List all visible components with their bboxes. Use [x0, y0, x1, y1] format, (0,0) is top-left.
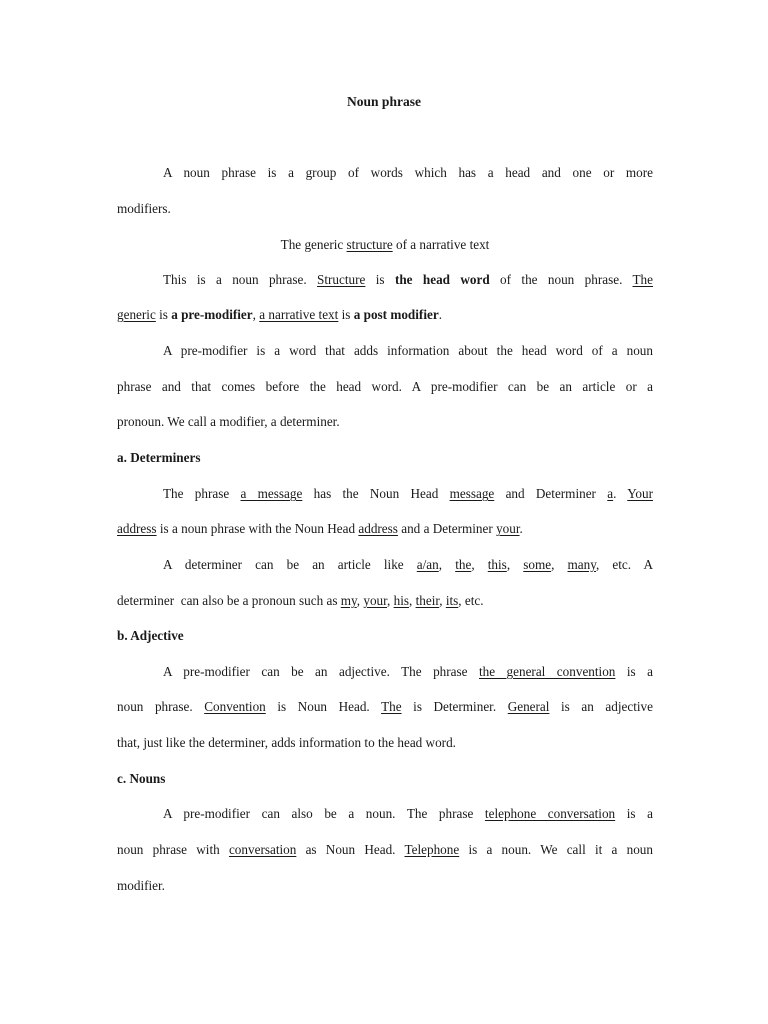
text: is an adjective	[549, 699, 653, 714]
text: and Determiner	[494, 486, 608, 501]
underlined-word: your	[496, 521, 520, 536]
text: is a	[615, 806, 653, 821]
text: .	[519, 521, 523, 536]
underlined-word: address	[117, 521, 157, 536]
premod-line-2: phrase and that comes before the head word. A pre-modifier can be an article or a	[117, 379, 653, 394]
adjective-line-3: that, just like the determiner, adds information to the head word.	[117, 735, 456, 750]
text: .	[613, 486, 628, 501]
nouns-line-1	[163, 805, 653, 823]
text: is a noun. We call it a noun	[459, 842, 653, 857]
text: is	[338, 307, 354, 322]
determiners-line-2	[117, 520, 653, 538]
premod-line-1: A pre-modifier is a word that adds information about the head word of a noun	[163, 343, 653, 358]
text: ,	[438, 557, 456, 572]
text: is Noun Head.	[265, 699, 382, 714]
text: and a Determiner	[397, 521, 497, 536]
text: is	[365, 272, 395, 287]
intro-line-2: modifiers.	[117, 201, 171, 216]
intro-line-1: A noun phrase is a group of words which has a head and one or more	[163, 165, 653, 180]
underlined-word: a narrative text	[259, 307, 339, 322]
adjective-line-1	[163, 663, 653, 681]
bold-term: a pre-modifier	[171, 307, 253, 322]
page-title: Noun phrase	[347, 94, 421, 109]
underlined-word: many	[567, 557, 596, 572]
section-heading-nouns: c. Nouns	[117, 771, 166, 786]
underlined-word: conversation	[228, 842, 297, 857]
underlined-word: this	[487, 557, 507, 572]
determiners-line-3	[163, 556, 653, 574]
text: is Determiner.	[401, 699, 508, 714]
underlined-word: its	[445, 593, 459, 608]
determiners-line-1	[163, 485, 653, 503]
nouns-line-3: modifier.	[117, 878, 165, 893]
underlined-word: their	[415, 593, 440, 608]
text: ,	[387, 593, 394, 608]
bold-term: the head word	[394, 272, 490, 287]
example-text: The generic	[280, 237, 347, 252]
underlined-word: Telephone	[404, 842, 460, 857]
text: A pre-modifier can be an adjective. The phrase	[163, 664, 479, 679]
text: ,	[408, 593, 416, 608]
section-heading-determiners: a. Determiners	[117, 450, 201, 465]
text: is a	[615, 664, 653, 679]
underlined-word: my	[340, 593, 357, 608]
nouns-line-2	[117, 841, 653, 859]
text: determiner can also be a pronoun such as	[117, 593, 341, 608]
determiners-line-4	[117, 592, 653, 610]
text: , etc.	[458, 593, 484, 608]
text: , etc. A	[595, 557, 654, 572]
underlined-word: a message	[240, 486, 303, 501]
text: .	[438, 307, 442, 322]
underlined-word: his	[393, 593, 409, 608]
underlined-word: Your	[627, 486, 654, 501]
example-head-word: structure	[346, 237, 393, 252]
section-heading-adjective: b. Adjective	[117, 628, 184, 643]
underlined-word: General	[507, 699, 550, 714]
text: This is a noun phrase.	[163, 272, 318, 287]
example-phrase	[117, 236, 653, 254]
underlined-word: your	[363, 593, 387, 608]
underlined-word: The	[632, 272, 654, 287]
text: A pre-modifier can also be a noun. The phrase	[163, 806, 485, 821]
underlined-word: The	[381, 699, 402, 714]
text: ,	[506, 557, 524, 572]
underlined-word: message	[449, 486, 495, 501]
underlined-word: Convention	[204, 699, 266, 714]
underlined-word: Structure	[317, 272, 366, 287]
underlined-word: the general convention	[478, 664, 616, 679]
premod-line-3: pronoun. We call a modifier, a determiner.	[117, 414, 340, 429]
underlined-word: address	[358, 521, 398, 536]
underlined-word: telephone conversation	[484, 806, 616, 821]
example-text: of a narrative text	[392, 237, 490, 252]
text: has the Noun Head	[302, 486, 450, 501]
adjective-line-2	[117, 698, 653, 716]
text: The phrase	[163, 486, 241, 501]
text: is a noun phrase with the Noun Head	[156, 521, 359, 536]
bold-term: a post modifier	[353, 307, 439, 322]
underlined-word: a/an	[416, 557, 439, 572]
text: is	[155, 307, 172, 322]
text: as Noun Head.	[296, 842, 405, 857]
underlined-word: the	[455, 557, 472, 572]
text: ,	[471, 557, 488, 572]
text: noun phrase.	[117, 699, 205, 714]
text: A determiner can be an article like	[163, 557, 417, 572]
underlined-word: a	[607, 486, 614, 501]
underlined-word: generic	[117, 307, 156, 322]
text: ,	[252, 307, 260, 322]
text: noun phrase with	[117, 842, 229, 857]
explain-line-1	[163, 271, 653, 289]
text: ,	[551, 557, 568, 572]
underlined-word: some	[523, 557, 552, 572]
explain-line-2	[117, 306, 653, 324]
text: ,	[439, 593, 446, 608]
text: of the noun phrase.	[489, 272, 633, 287]
text: ,	[356, 593, 364, 608]
